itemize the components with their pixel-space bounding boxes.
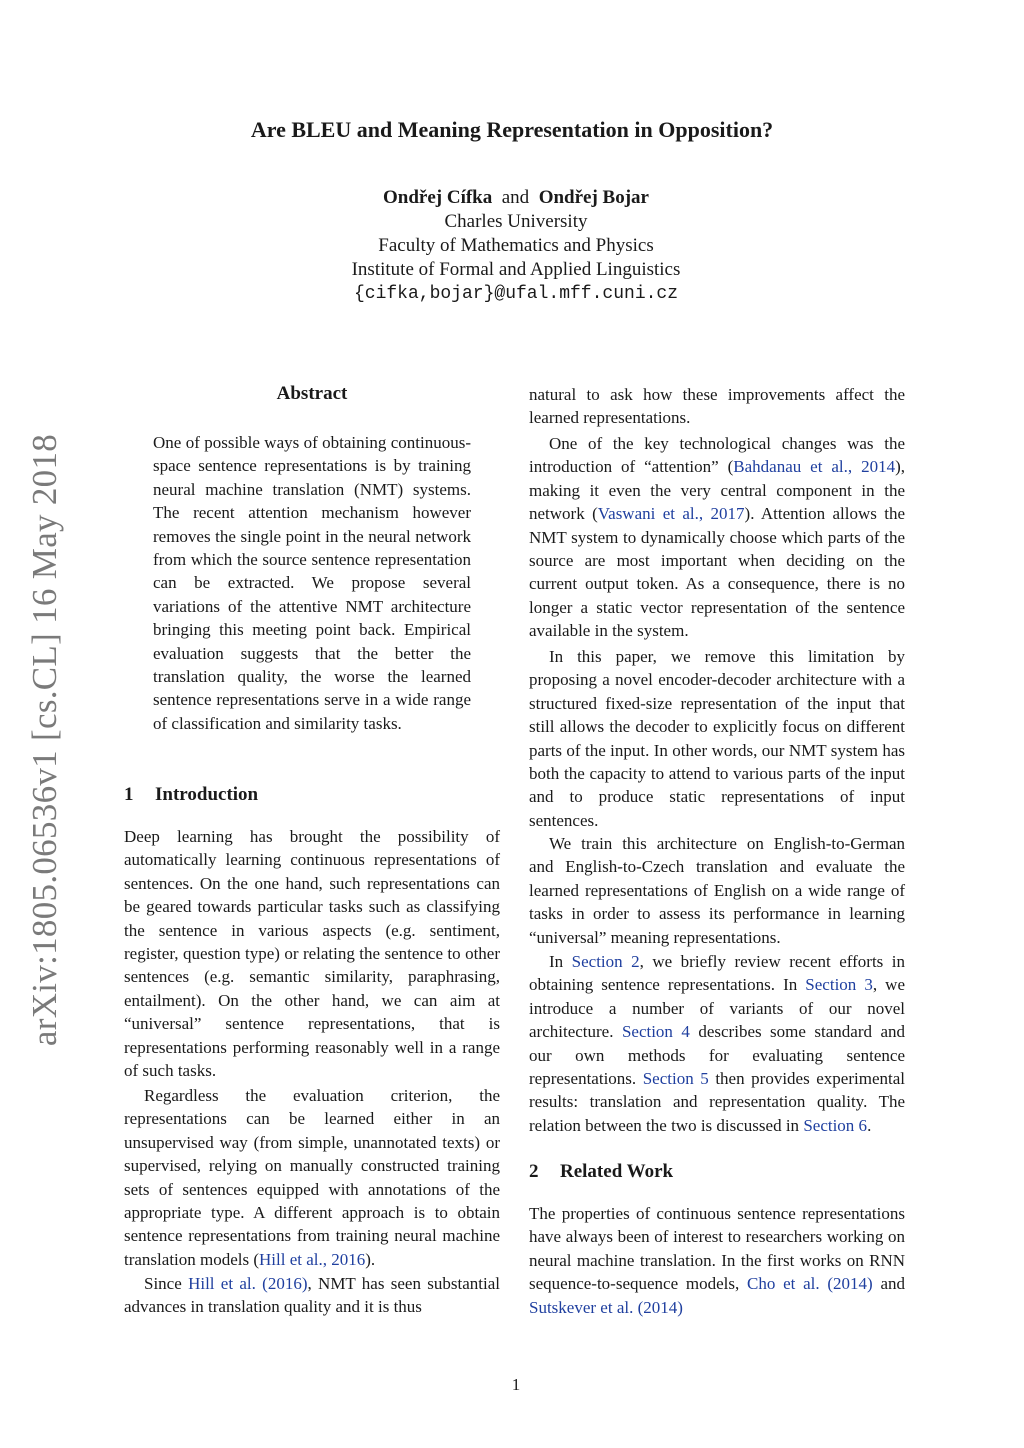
section-number: 1 — [124, 784, 134, 805]
right-paragraph-5-e: then provides experimental results: translation and representation quality. The relation between the two is discussed in — [529, 1069, 905, 1135]
section-title: Related Work — [560, 1161, 674, 1182]
related-paragraph-1-a: The properties of continuous sentence representations have always been of interest to researchers working on neural machine translation. In the first works on RNN sequence-to-sequence models, — [529, 1204, 905, 1294]
link-section-3[interactable]: Section 3 — [805, 975, 873, 995]
abstract-heading: Abstract — [276, 383, 348, 404]
citation-bahdanau-2014[interactable]: Bahdanau et al., 2014 — [733, 457, 896, 477]
intro-paragraph-1: Deep learning has brought the possibility of automatically learning continuous representations of sentences. On the one hand, such representations can be geared towards particular tasks such as classifying the sentence in various aspects (e.g. sentiment, register, question type) or relating the sentence to other sentences (e.g. semantic similarity, paraphrasing, entailment). On the other hand, we can aim at “universal” sentence representations, that is representations performing reasonably well in a range of such tasks. — [124, 827, 500, 1081]
right-paragraph-4: We train this architecture on English-to-German and English-to-Czech translation and evaluate the learned representations of English on a wide range of tasks in order to assess its performance in learning “universal” meaning representations. — [529, 834, 905, 947]
abstract-text: One of possible ways of obtaining continuous-space sentence representations is by training neural machine translation (NMT) systems. The recent attention mechanism however removes the single point in the neural network from which the source sentence representation can be extracted. We propose several variations of the attentive NMT architecture bringing this meeting point back. Empirical evaluation suggests that the better the translation quality, the worse the learned sentence representations serve in a wide range of classification and similarity tasks. — [153, 433, 471, 733]
right-paragraph-5-f: . — [867, 1115, 872, 1135]
affiliation-university: Charles University — [444, 211, 588, 232]
intro-paragraph-3-start: Since — [144, 1274, 189, 1293]
intro-paragraph-2 — [124, 1084, 500, 1271]
intro-paragraph-2-end: ). — [365, 1249, 376, 1269]
author-block — [0, 186, 1024, 306]
right-paragraph-3: In this paper, we remove this limitation by proposing a novel encoder-decoder architecture with a structured fixed-size representation of the input that still allows the decoder to explicitly focus on different parts of the input. In other words, our NMT system has both the capacity to attend to various parts of the input and to produce static representations of input sentences. — [529, 647, 905, 830]
section-heading-related-work — [529, 1161, 673, 1183]
right-paragraph-2-c: ). Attention allows the NMT system to dynamically choose which parts of the source are most important when deciding on the current output token. As a consequence, there is no longer a static vector representation of the sentence available in the system. — [529, 504, 906, 641]
related-paragraph-1 — [529, 1202, 905, 1319]
citation-hill-2016[interactable]: Hill et al., 2016 — [259, 1249, 366, 1269]
right-paragraph-5-b: , we briefly review recent efforts in obtaining sentence representations. In — [529, 952, 905, 995]
right-paragraph-2-a: One of the key technological changes was the introduction of “attention” ( — [529, 434, 905, 477]
right-paragraph-5-d: describes some standard and our own methods for evaluating sentence representations. — [529, 1022, 905, 1089]
affiliation-institute: Institute of Formal and Applied Linguistics — [351, 259, 681, 280]
link-section-6[interactable]: Section 6 — [803, 1115, 868, 1135]
right-paragraph-2-b: ), making it even the very central component in the network ( — [529, 457, 905, 524]
author-names — [0, 186, 1024, 210]
link-section-5[interactable]: Section 5 — [642, 1069, 709, 1089]
right-paragraph-2 — [529, 432, 905, 643]
right-paragraph-5-a: In — [549, 952, 572, 971]
affiliation-faculty: Faculty of Mathematics and Physics — [378, 235, 654, 256]
author-2: Ondřej Bojar — [538, 187, 649, 208]
paper-title: Are BLEU and Meaning Representation in Opposition? — [250, 117, 774, 142]
section-heading-introduction — [124, 784, 258, 806]
section-title: Introduction — [155, 784, 259, 805]
citation-cho-2014[interactable]: Cho et al. (2014) — [747, 1274, 873, 1294]
intro-paragraph-2-text: Regardless the evaluation criterion, the representations can be learned either in an unsupervised way (from simple, unannotated texts) or supervised, relying on manually constructed training sets of sentences equipped with annotations of the appropriate type. A different approach is to obtain sentence representations from training neural machine translation models ( — [124, 1086, 500, 1269]
right-paragraph-5-c: , we introduce a number of variants of our novel architecture. — [529, 975, 905, 1042]
citation-vaswani-2017[interactable]: Vaswani et al., 2017 — [597, 504, 745, 524]
link-section-4[interactable]: Section 4 — [621, 1022, 690, 1042]
intro-paragraph-3 — [124, 1272, 500, 1319]
citation-sutskever-2014[interactable]: Sutskever et al. (2014) — [529, 1297, 683, 1317]
intro-paragraph-3-text: , NMT has seen substantial advances in translation quality and it is thus — [124, 1274, 500, 1317]
author-conjunction: and — [501, 187, 530, 208]
related-paragraph-1-b: and — [872, 1274, 905, 1294]
author-1: Ondřej Cífka — [383, 187, 493, 208]
link-section-2[interactable]: Section 2 — [571, 952, 640, 971]
right-paragraph-1: natural to ask how these improvements affect the learned representations. — [529, 385, 905, 428]
citation-hill-2016-inline[interactable]: Hill et al. (2016) — [188, 1274, 308, 1293]
section-number: 2 — [529, 1161, 539, 1182]
arxiv-stamp: arXiv:1805.06536v1 [cs.CL] 16 May 2018 — [25, 433, 64, 1047]
page-number: 1 — [511, 1375, 521, 1394]
right-paragraph-5 — [529, 950, 905, 1137]
author-email[interactable]: {cifka,bojar}@ufal.mff.cuni.cz — [353, 284, 679, 304]
